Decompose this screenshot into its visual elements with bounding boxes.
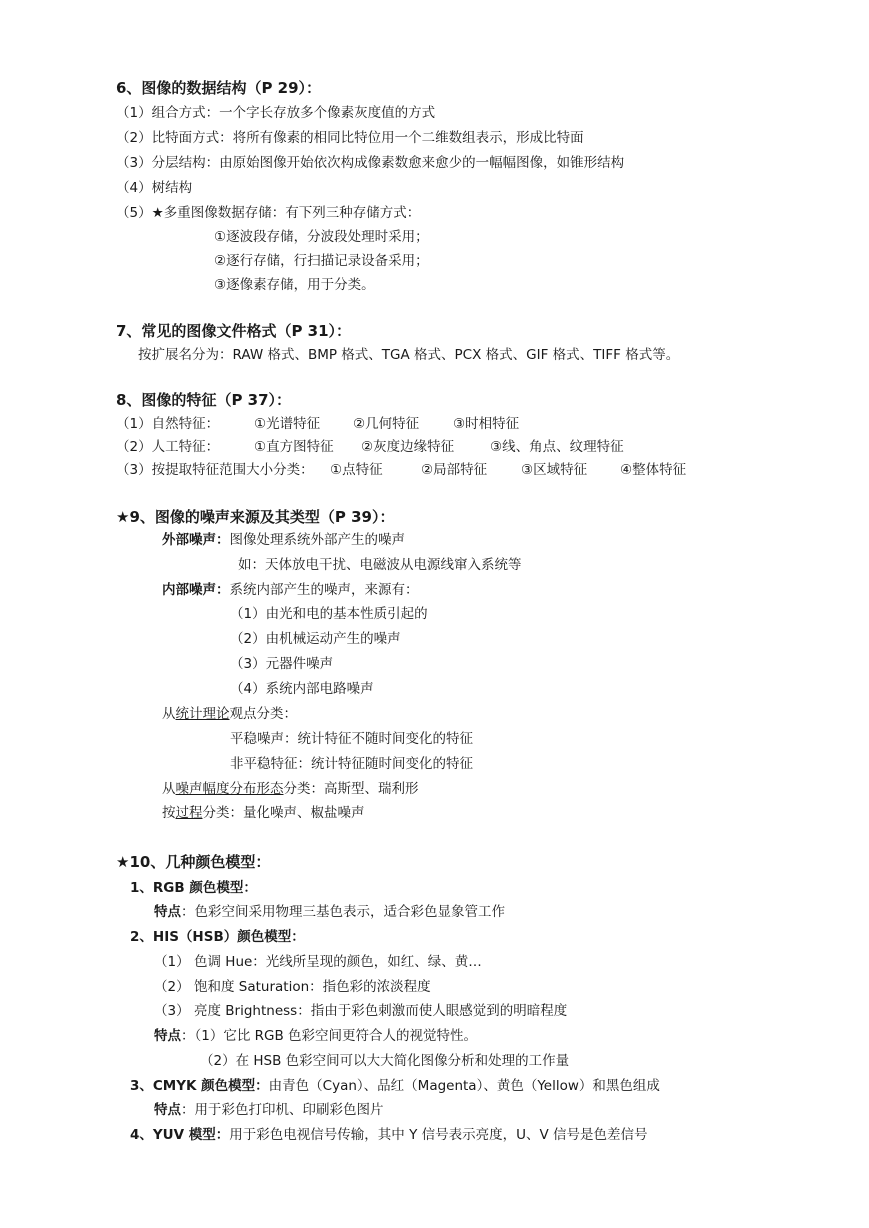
s6-sub-3: ③逐像素存储，用于分类。: [214, 277, 375, 293]
s8-row-3-item-2: ②局部特征: [421, 462, 488, 478]
s10-yuv-title: 4、YUV 模型：: [130, 1127, 230, 1143]
s9-ext-text: 图像处理系统外部产生的噪声: [229, 532, 405, 548]
s10-yuv-text: 用于彩色电视信号传输，其中 Y 信号表示亮度，U、V 信号是色差信号: [229, 1127, 648, 1143]
s8-row-1-item-3: ③时相特征: [453, 416, 520, 432]
s9-proc-classify: [162, 803, 365, 823]
s10-his-feat-label: 特点: [154, 1028, 181, 1044]
section-10-title: ★10、几种颜色模型：: [116, 853, 271, 871]
s10-his-text-2: 饱和度 Saturation：指色彩的浓淡程度: [194, 979, 431, 995]
s8-row-3-item-4: ④整体特征: [620, 462, 687, 478]
s10-his-feat-2: （2）在 HSB 色彩空间可以大大简化图像分析和处理的工作量: [200, 1053, 570, 1069]
s8-row-3-item-1: ①点特征: [330, 462, 383, 478]
s10-cmyk-feat-label: 特点: [154, 1102, 181, 1118]
s10-his-num-3: （3）: [154, 1003, 190, 1019]
s7-body: 按扩展名分为：RAW 格式、BMP 格式、TGA 格式、PCX 格式、GIF 格式、TIFF 格式等。: [138, 347, 680, 363]
s10-yuv: [130, 1125, 648, 1145]
s10-cmyk-feat-text: ：用于彩色打印机、印刷彩色图片: [181, 1102, 384, 1118]
s6-item-2: （2）比特面方式：将所有像素的相同比特位用一个二维数组表示，形成比特面: [116, 130, 584, 146]
s9-proc-post: 分类：量化噪声、椒盐噪声: [202, 805, 365, 821]
s8-row-1-item-2: ②几何特征: [353, 416, 420, 432]
s10-his-text-3: 亮度 Brightness：指由于彩色刺激而使人眼感觉到的明暗程度: [194, 1003, 568, 1019]
s9-int-label: 内部噪声：: [162, 582, 230, 598]
s9-amp-term: 噪声幅度分布形态: [175, 781, 284, 797]
section-7-title: 7、常见的图像文件格式（P 31）：: [116, 322, 352, 340]
s9-stat-classify: [162, 704, 297, 724]
s9-ext-example: 如：天体放电干扰、电磁波从电源线窜入系统等: [238, 557, 522, 573]
section-9-title: ★9、图像的噪声来源及其类型（P 39）：: [116, 508, 395, 526]
s9-stat-pre: 从: [162, 706, 176, 722]
s10-his-feat-1: ：（1）它比 RGB 色彩空间更符合人的视觉特性。: [181, 1028, 478, 1044]
s10-his-feature: [154, 1026, 477, 1046]
s6-sub-2: ②逐行存储，行扫描记录设备采用；: [214, 253, 429, 269]
s9-stat-post: 观点分类：: [229, 706, 297, 722]
s6-sub-1: ①逐波段存储，分波段处理时采用；: [214, 229, 429, 245]
section-8-title: 8、图像的特征（P 37）：: [116, 391, 292, 409]
s9-int-item-1: （1）由光和电的基本性质引起的: [230, 606, 428, 622]
s9-amp-classify: [162, 779, 419, 799]
s9-amp-pre: 从: [162, 781, 176, 797]
s9-stat-term: 统计理论: [175, 706, 230, 722]
s10-rgb-feat-text: ：色彩空间采用物理三基色表示，适合彩色显象管工作: [181, 904, 505, 920]
s8-row-2-item-2: ②灰度边缘特征: [361, 439, 455, 455]
s9-internal-noise: [162, 580, 419, 600]
s8-row-3-item-3: ③区域特征: [521, 462, 588, 478]
s6-item-3: （3）分层结构：由原始图像开始依次构成像素数愈来愈少的一幅幅图像，如锥形结构: [116, 155, 625, 171]
s9-ext-label: 外部噪声：: [162, 532, 230, 548]
s10-rgb-title: 1、RGB 颜色模型：: [130, 880, 257, 896]
s9-proc-pre: 按: [162, 805, 176, 821]
s10-cmyk-title: 3、CMYK 颜色模型：: [130, 1078, 269, 1094]
s8-row-2-item-1: ①直方图特征: [254, 439, 334, 455]
s10-his-num-2: （2）: [154, 979, 190, 995]
section-6-title: 6、图像的数据结构（P 29）：: [116, 79, 322, 97]
s10-rgb-feat-label: 特点: [154, 904, 181, 920]
s8-row-1-label: （1）自然特征：: [116, 416, 220, 432]
s8-row-2-item-3: ③线、角点、纹理特征: [490, 439, 624, 455]
s9-int-item-2: （2）由机械运动产生的噪声: [230, 631, 401, 647]
s8-row-3-label: （3）按提取特征范围大小分类：: [116, 462, 314, 478]
s10-his-num-1: （1）: [154, 954, 190, 970]
s9-int-item-3: （3）元器件噪声: [230, 656, 334, 672]
s9-stat-item-1: 平稳噪声：统计特征不随时间变化的特征: [230, 731, 473, 747]
s6-item-4: （4）树结构: [116, 180, 193, 196]
s9-stat-item-2: 非平稳特征：统计特征随时间变化的特征: [230, 756, 473, 772]
s6-item-5: （5）★多重图像数据存储：有下列三种存储方式：: [116, 205, 421, 221]
s10-his-text-1: 色调 Hue：光线所呈现的颜色，如红、绿、黄…: [194, 954, 482, 970]
s9-int-item-4: （4）系统内部电路噪声: [230, 681, 374, 697]
s10-cmyk: [130, 1076, 660, 1096]
s10-his-title: 2、HIS（HSB）颜色模型：: [130, 929, 305, 945]
s9-external-noise: [162, 530, 405, 550]
s6-item-1: （1）组合方式：一个字长存放多个像素灰度值的方式: [116, 105, 436, 121]
s9-proc-term: 过程: [175, 805, 203, 821]
s8-row-2-label: （2）人工特征：: [116, 439, 220, 455]
s10-rgb-feature: [154, 902, 505, 922]
s9-int-text: 系统内部产生的噪声，来源有：: [229, 582, 419, 598]
s9-amp-post: 分类：高斯型、瑞利形: [283, 781, 419, 797]
s10-cmyk-text: 由青色（Cyan）、品红（Magenta）、黄色（Yellow）和黑色组成: [268, 1078, 660, 1094]
s10-cmyk-feature: [154, 1100, 384, 1120]
s8-row-1-item-1: ①光谱特征: [254, 416, 321, 432]
